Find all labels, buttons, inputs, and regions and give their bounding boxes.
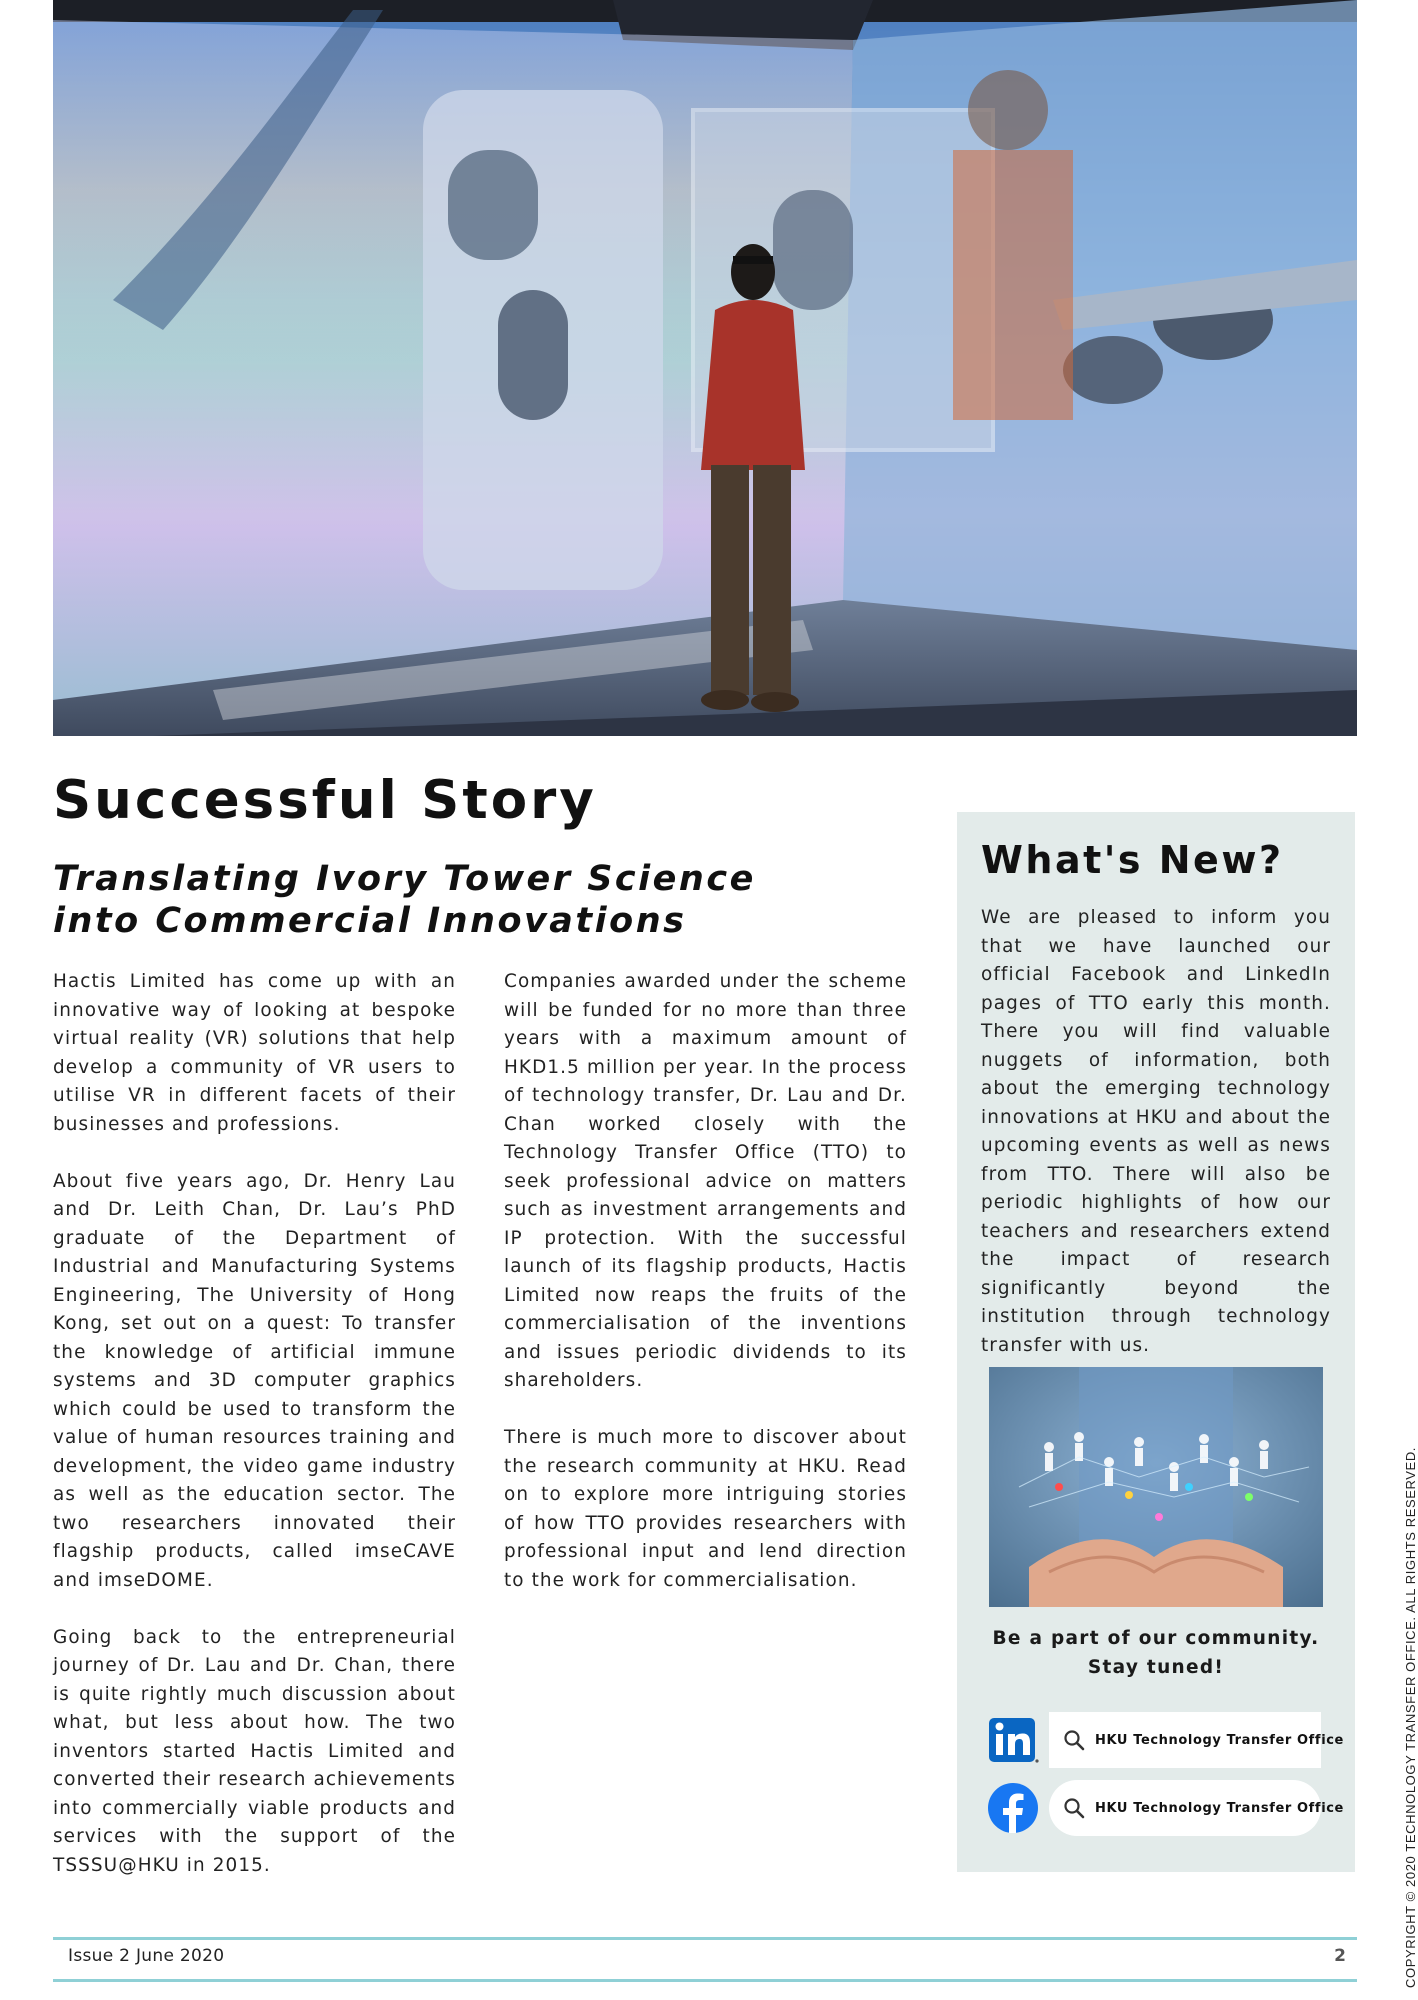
- search-icon: [1063, 1729, 1085, 1751]
- search-icon: [1063, 1797, 1085, 1819]
- article-column-2: [504, 968, 907, 1624]
- linkedin-page-name: HKU Technology Transfer Office: [1095, 1732, 1344, 1748]
- hero-photo-vr-cave: [53, 0, 1357, 736]
- cta-line: Stay tuned!: [1087, 1657, 1225, 1678]
- linkedin-search-box[interactable]: [1049, 1712, 1344, 1768]
- whats-new-sidebar: [957, 812, 1355, 1872]
- facebook-icon[interactable]: [987, 1782, 1039, 1834]
- community-network-illustration: [989, 1367, 1323, 1607]
- article-paragraph: Hactis Limited has come up with an innovative way of looking at bespoke virtual reality (VR) solutions that help develop a community of VR users to utilise VR in different facets of their businesses and professions.: [53, 971, 456, 1135]
- sidebar-title: What's New?: [981, 838, 1284, 882]
- article-subheading: Translating Ivory Tower Science into Commercial Innovations: [53, 859, 756, 941]
- copyright-notice: COPYRIGHT © 2020 TECHNOLOGY TRANSFER OFFICE. ALL RIGHTS RESERVED.: [1403, 1446, 1418, 1988]
- article-paragraph: Going back to the entrepreneurial journey of Dr. Lau and Dr. Chan, there is quite rightly much discussion about what, but less about how. The two inventors started Hactis Limited and converted their research achievements into commercially viable products and services with the support of the TSSSU@HKU in 2015.: [53, 1626, 456, 1876]
- hero-illustration: [53, 0, 1357, 736]
- article-heading: Successful Story: [53, 770, 597, 831]
- sidebar-body: We are pleased to inform you that we have launched our official Facebook and LinkedIn pages of TTO early this month. There you will find valuable nuggets of information, both about the emerging technology innovations at HKU and about the upcoming events as well as news from TTO. There will also be periodic highlights of how our teachers and researchers extend the impact of research significantly beyond the institution through technology transfer with us.: [981, 907, 1331, 1356]
- community-call-to-action: [957, 1624, 1355, 1682]
- page-number: 2: [1334, 1946, 1346, 1966]
- article-column-1: [53, 968, 456, 1909]
- community-hands-photo: [989, 1367, 1323, 1607]
- facebook-link[interactable]: [987, 1780, 1344, 1836]
- issue-label: Issue 2 June 2020: [68, 1946, 225, 1966]
- cta-line: Be a part of our community.: [992, 1628, 1320, 1649]
- article-paragraph: About five years ago, Dr. Henry Lau and Dr. Leith Chan, Dr. Lau’s PhD graduate of the Department of Industrial and Manufacturing Systems Engineering, The University of Hong Kong, set out on a quest: To transfer the knowledge of artificial immune systems and 3D computer graphics which could be used to transform the value of human resources training and development, the video game industry as well as the education sector. The two researchers innovated their flagship products, called imseCAVE and imseDOME.: [53, 1170, 456, 1591]
- facebook-page-name: HKU Technology Transfer Office: [1095, 1800, 1344, 1816]
- facebook-search-box[interactable]: [1049, 1780, 1344, 1836]
- linkedin-link[interactable]: [987, 1712, 1344, 1768]
- footer-rule-top: [53, 1937, 1357, 1940]
- article-paragraph: Companies awarded under the scheme will be funded for no more than three years with a maximum amount of HKD1.5 million per year. In the process of technology transfer, Dr. Lau and Dr. Chan worked closely with the Technology Transfer Office (TTO) to seek professional advice on matters such as investment arrangements and IP protection. With the successful launch of its flagship products, Hactis Limited now reaps the fruits of the commercialisation of the inventions and issues periodic dividends to its shareholders.: [504, 971, 907, 1391]
- linkedin-icon[interactable]: [987, 1714, 1039, 1766]
- footer-rule-bottom: [53, 1979, 1357, 1982]
- article-paragraph: There is much more to discover about the research community at HKU. Read on to explore more intriguing stories of how TTO provides researchers with professional input and lend direction to the work for commercialisation.: [504, 1427, 907, 1591]
